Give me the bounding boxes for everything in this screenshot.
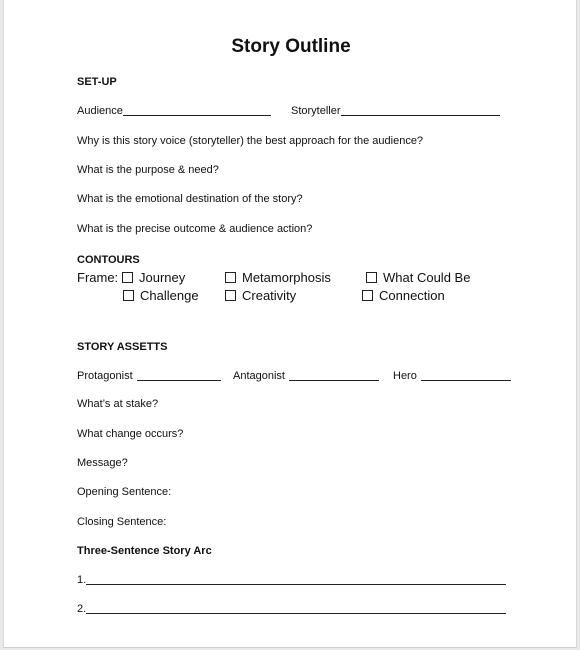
checkbox-icon[interactable] xyxy=(362,290,373,301)
frame-label: Frame: xyxy=(77,270,119,285)
frame-option-label: Journey xyxy=(139,270,186,285)
assets-heading: STORY ASSETTS xyxy=(77,341,168,353)
antagonist-field[interactable] xyxy=(289,370,379,381)
frame-option-label: Creativity xyxy=(242,288,297,303)
frame-option-label: Connection xyxy=(379,288,445,303)
contours-heading: CONTOURS xyxy=(77,254,140,266)
frame-option-label: Metamorphosis xyxy=(242,270,331,285)
frame-option-label: Challenge xyxy=(140,288,199,303)
assets-opening-sentence: Opening Sentence: xyxy=(77,486,172,498)
setup-question-outcome: What is the precise outcome & audience action? xyxy=(77,223,313,235)
frame-option-metamorphosis[interactable] xyxy=(225,270,331,285)
assets-question-message: Message? xyxy=(77,457,128,469)
antagonist-label: Antagonist xyxy=(233,370,285,382)
checkbox-icon[interactable] xyxy=(225,272,236,283)
storyteller-row xyxy=(291,105,500,117)
arc-item-2-field[interactable] xyxy=(86,603,506,614)
assets-question-stake: What’s at stake? xyxy=(77,398,159,410)
assets-question-change: What change occurs? xyxy=(77,428,184,440)
hero-row xyxy=(393,370,511,382)
frame-option-what-could-be[interactable] xyxy=(366,270,470,285)
frame-option-creativity[interactable] xyxy=(225,288,296,303)
assets-closing-sentence: Closing Sentence: xyxy=(77,516,167,528)
storyteller-label: Storyteller xyxy=(291,105,341,117)
document-page xyxy=(3,0,577,648)
page-title: Story Outline xyxy=(231,36,351,57)
audience-label: Audience xyxy=(77,105,123,117)
checkbox-icon[interactable] xyxy=(123,290,134,301)
arc-item-number: 2. xyxy=(77,603,87,615)
frame-option-challenge[interactable] xyxy=(123,288,199,303)
checkbox-icon[interactable] xyxy=(122,272,133,283)
setup-heading: SET-UP xyxy=(77,76,117,88)
audience-field[interactable] xyxy=(123,105,271,116)
checkbox-icon[interactable] xyxy=(225,290,236,301)
frame-option-connection[interactable] xyxy=(362,288,445,303)
protagonist-label: Protagonist xyxy=(77,370,133,382)
arc-heading: Three-Sentence Story Arc xyxy=(77,545,212,557)
protagonist-field[interactable] xyxy=(137,370,221,381)
protagonist-row xyxy=(77,370,221,382)
frame-option-label: What Could Be xyxy=(383,270,471,285)
arc-item-1 xyxy=(77,574,506,586)
arc-item-number: 1. xyxy=(77,574,87,586)
antagonist-row xyxy=(233,370,379,382)
hero-label: Hero xyxy=(393,370,417,382)
setup-question-purpose: What is the purpose & need? xyxy=(77,164,219,176)
setup-question-voice: Why is this story voice (storyteller) the best approach for the audience? xyxy=(77,135,424,147)
arc-item-2 xyxy=(77,603,506,615)
storyteller-field[interactable] xyxy=(341,105,500,116)
setup-question-emotional: What is the emotional destination of the story? xyxy=(77,193,303,205)
arc-item-1-field[interactable] xyxy=(86,574,506,585)
checkbox-icon[interactable] xyxy=(366,272,377,283)
hero-field[interactable] xyxy=(421,370,511,381)
frame-option-journey[interactable] xyxy=(122,270,185,285)
audience-row xyxy=(77,105,271,117)
